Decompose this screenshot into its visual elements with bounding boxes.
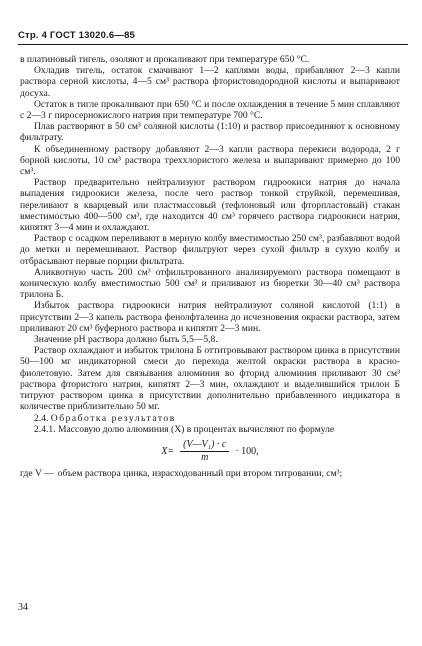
section-title: Обработка результатов bbox=[50, 412, 176, 424]
document-body bbox=[20, 54, 400, 479]
variable-label: где V — bbox=[20, 467, 54, 479]
variable-text: объем раствора цинка, израсходованный при втором титровании, см³; bbox=[57, 467, 343, 479]
paragraph: Избыток раствора гидроокиси натрия нейтрализуют соляной кислотой (1:1) в присутствии 2—3 капель раствора фенолфталеина до исчезновения окраски раствора, затем приливают 20 см³ буферного раствора и кипятят 2—3 мин. bbox=[20, 300, 400, 334]
header-rule bbox=[18, 44, 408, 45]
page-number: 34 bbox=[18, 602, 28, 613]
page-header bbox=[18, 30, 408, 45]
formula-numerator: (V—V₁) · c bbox=[180, 439, 229, 452]
header-label: Стр. 4 ГОСТ 13020.6—85 bbox=[18, 30, 136, 41]
paragraph: Плав растворяют в 50 см³ соляной кислоты (1:10) и раствор присоединяют к основному фильтрату. bbox=[20, 121, 400, 144]
paragraph: Раствор предварительно нейтрализуют раствором гидроокиси натрия до начала выпадения гидроокиси железа, после чего раствор тонкой струйкой, перемешивая, переливают в кварцевый или пластмассовый (тефлоновый или фторпластовый) стакан вместимостью 400—500 см³, где находится 40 см³ горячего раствора гидроокиси натрия, кипятят 3—4 мин и охлаждают. bbox=[20, 177, 400, 234]
paragraph: Раствор охлаждают и избыток трилона Б оттитровывают раствором цинка в присутствии 50—100 мг индикаторной смеси до перехода желтой окраски раствора в красно-фиолетовую. Затем для связывания алюминия во фторид алюминия приливают 30 см³ раствора фтористого натрия, кипятят 2—3 мин, охлаждают и выделившийся трилон Б титруют раствором цинка в присутствии дополнительно прибавленного индикатора в количестве приблизительно 50 мг. bbox=[20, 345, 400, 413]
formula-denominator: m bbox=[201, 451, 209, 463]
paragraph: Охладив тигель, остаток смачивают 1—2 каплями воды, прибавляют 2—3 капли раствора серной кислоты, 4—5 см³ раствора фтористоводородной кислоты и выпаривают досуха. bbox=[20, 65, 400, 99]
formula-lhs: X= bbox=[161, 445, 175, 457]
paragraph: Раствор с осадком переливают в мерную колбу вместимостью 250 см³, разбавляют водой до метки и перемешивают. Раствор фильтруют через сухой фильтр в сухую колбу и отбрасывают первые порции фильтрата. bbox=[20, 233, 400, 267]
paragraph: К объединенному раствору добавляют 2—3 капли раствора перекиси водорода, 2 г борной кислоты, 10 см³ раствора треххлористого железа и выпаривают примерно до 100 см³. bbox=[20, 143, 400, 178]
paragraph: Аликвотную часть 200 см³ отфильтрованного анализируемого раствора помещают в коническую колбу вместимостью 500 см³ и приливают из бюретки 30—40 см³ раствора трилона Б. bbox=[20, 266, 400, 301]
section-number: 2.4. bbox=[34, 412, 49, 424]
formula bbox=[20, 439, 400, 464]
paragraph: в платиновый тигель, озоляют и прокаливают при температуре 650 °С. bbox=[20, 54, 310, 65]
formula-rhs: · 100, bbox=[235, 445, 259, 457]
paragraph: Значение рН раствора должно быть 5,5—5,8. bbox=[34, 334, 218, 346]
subsection-paragraph: 2.4.1. Массовую долю алюминия (X) в процентах вычисляют по формуле bbox=[34, 423, 335, 435]
formula-fraction bbox=[180, 439, 229, 464]
paragraph: Остаток в тигле прокаливают при 650 °С и после охлаждения в течение 5 мин сплавляют с 2—3 г пиросернокислого натрия при температуре 700 °С. bbox=[20, 98, 400, 122]
variable-definition bbox=[20, 468, 400, 479]
section-heading bbox=[20, 413, 400, 424]
